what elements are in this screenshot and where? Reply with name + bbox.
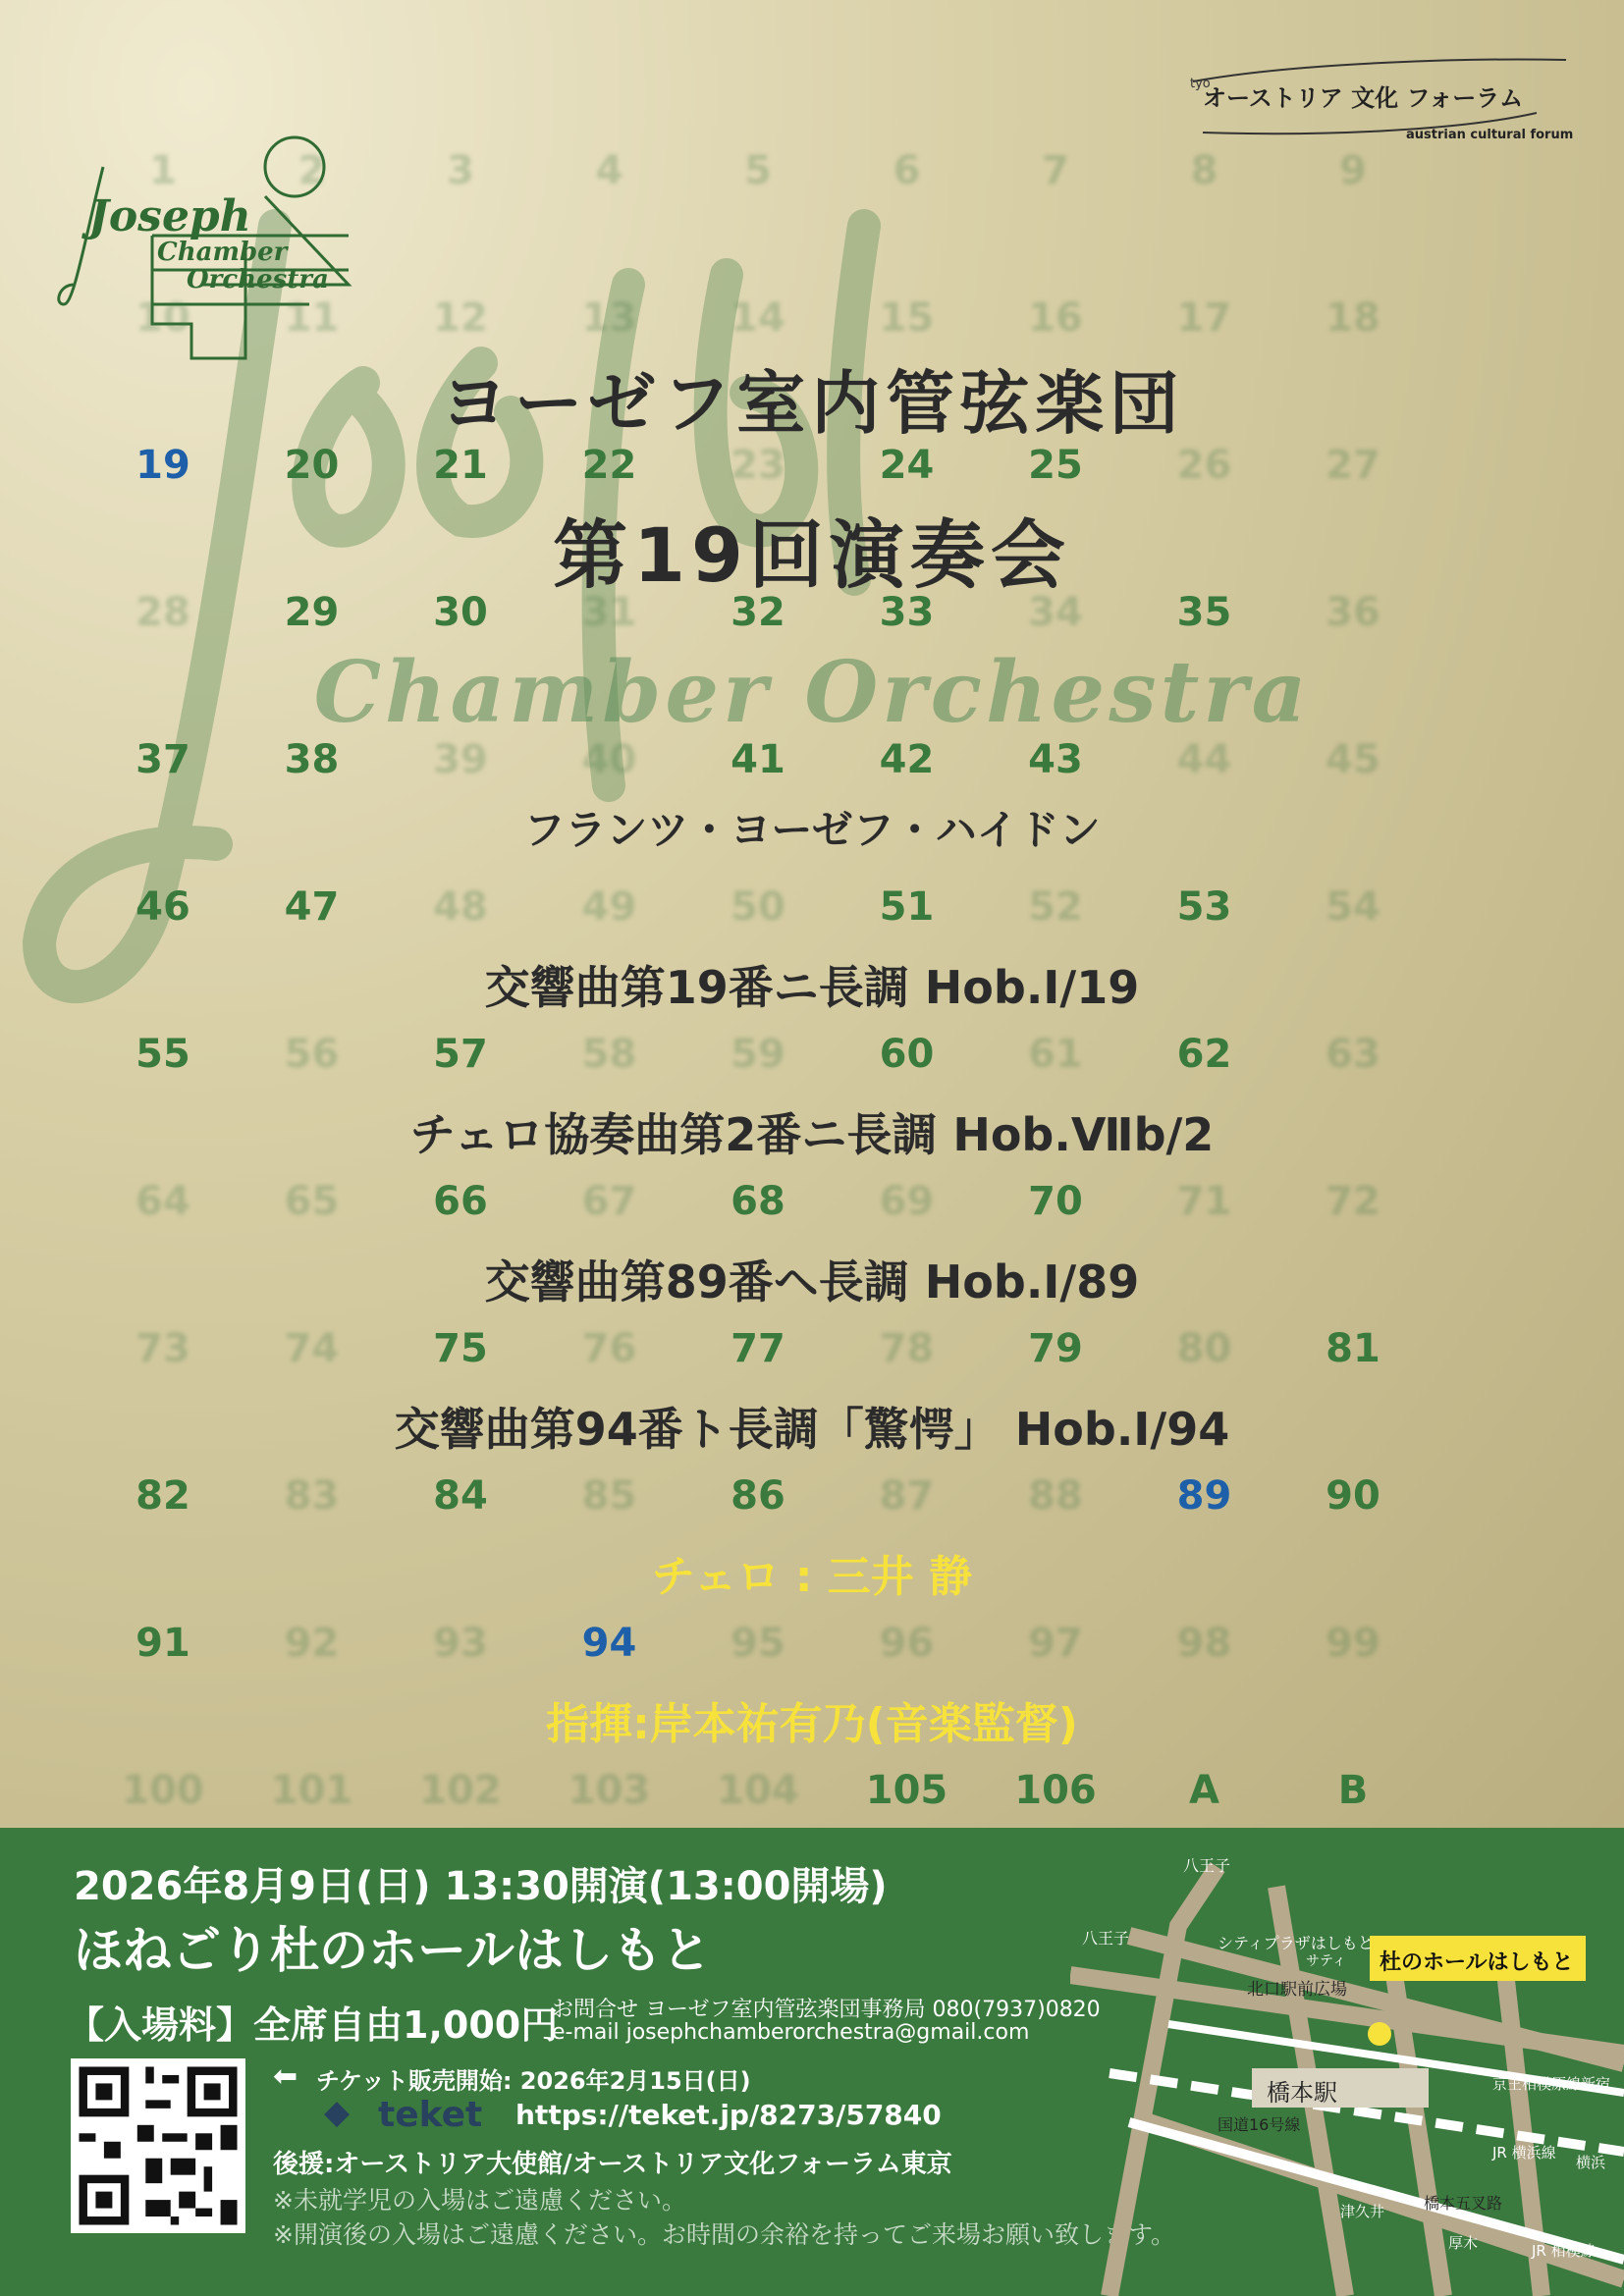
grid-cell: 78: [879, 1326, 935, 1371]
grid-cell: 76: [581, 1326, 637, 1371]
grid-cell: 75: [433, 1326, 488, 1371]
grid-cell: 84: [433, 1473, 488, 1519]
grid-cell: 98: [1176, 1621, 1232, 1666]
grid-cell: 87: [879, 1473, 935, 1519]
email: e-mail josephchamberorchestra@gmail.com: [552, 2020, 1030, 2045]
grid-cell: 41: [731, 737, 785, 782]
grid-cell: 104: [717, 1768, 799, 1813]
event-datetime: 2026年8月9日(日) 13:30開演(13:00開場): [74, 1864, 888, 1909]
grid-cell: 66: [433, 1179, 488, 1224]
grid-cell: 62: [1176, 1032, 1232, 1077]
map-city-plaza: シティプラザはしもと: [1218, 1934, 1374, 1952]
grid-cell: 20: [284, 443, 340, 488]
map-jr-sagami: JR 相模線: [1532, 2242, 1596, 2260]
grid-cell: 56: [284, 1032, 340, 1077]
grid-cell: 37: [135, 737, 190, 782]
title-orchestra: ヨーゼフ室内管弦楽団: [439, 363, 1185, 444]
grid-cell: 28: [135, 590, 190, 635]
map-route16: 国道16号線: [1218, 2115, 1301, 2134]
grid-cell: B: [1337, 1768, 1369, 1813]
grid-cell: 17: [1176, 295, 1232, 341]
grid-cell: 54: [1326, 884, 1380, 930]
grid-cell: 74: [284, 1326, 340, 1371]
map-satie: サティ: [1306, 1953, 1346, 1969]
grid-cell: 19: [135, 443, 190, 488]
grid-cell: 26: [1176, 443, 1232, 488]
grid-cell: 90: [1326, 1473, 1380, 1519]
grid-cell: 1: [149, 148, 177, 193]
composer: フランツ・ヨーゼフ・ハイドン: [523, 806, 1101, 854]
grid-cell: 21: [433, 443, 488, 488]
grid-cell: 23: [731, 443, 785, 488]
grid-cell: 29: [284, 590, 340, 635]
grid-cell: 49: [581, 884, 637, 930]
grid-cell: 60: [879, 1032, 935, 1077]
grid-cell: 55: [135, 1032, 190, 1077]
grid-cell: 6: [893, 148, 921, 193]
grid-cell: 101: [270, 1768, 353, 1813]
map-shinjuku: 新宿: [1581, 2075, 1611, 2093]
grid-cell: 99: [1326, 1621, 1380, 1666]
program-item-4: 交響曲第94番ト長調「驚愕」 Hob.Ⅰ/94: [394, 1403, 1230, 1456]
logo-chamber: Chamber: [157, 238, 288, 267]
grid-cell: 50: [731, 884, 785, 930]
conductor: 指揮:岸本祐有乃(音楽監督): [546, 1699, 1078, 1749]
grid-cell: 35: [1176, 590, 1232, 635]
grid-cell: 77: [731, 1326, 785, 1371]
grid-cell: 57: [433, 1032, 488, 1077]
grid-cell: 14: [731, 295, 785, 341]
grid-cell: 81: [1326, 1326, 1380, 1371]
grid-cell: 58: [581, 1032, 637, 1077]
contact: お問合せ ヨーゼフ室内管弦楽団事務局 080(7937)0820: [552, 1998, 1101, 2022]
grid-cell: 13: [581, 295, 637, 341]
grid-cell: 12: [433, 295, 488, 341]
grid-cell: 83: [284, 1473, 340, 1519]
grid-cell: 59: [731, 1032, 785, 1077]
grid-cell: 100: [122, 1768, 204, 1813]
forum-logo-prefix: tyo: [1190, 77, 1211, 91]
ticket-qr-code[interactable]: [71, 2058, 245, 2233]
grid-cell: 65: [284, 1179, 340, 1224]
access-map: [1070, 1828, 1624, 2296]
grid-cell: 72: [1326, 1179, 1380, 1224]
grid-cell: 102: [419, 1768, 502, 1813]
grid-cell: 70: [1028, 1179, 1083, 1224]
grid-cell: 7: [1042, 148, 1069, 193]
grid-cell: 38: [284, 737, 340, 782]
grid-cell: 105: [865, 1768, 948, 1813]
ghost-chamber-orchestra: Chamber Orchestra: [313, 643, 1311, 742]
map-atsugi: 厚木: [1448, 2234, 1479, 2252]
logo-joseph: Joseph: [88, 191, 251, 241]
grid-cell: 34: [1028, 590, 1083, 635]
support: 後援:オーストリア大使館/オーストリア文化フォーラム東京: [273, 2150, 952, 2179]
grid-cell: 24: [879, 443, 935, 488]
grid-cell: 36: [1326, 590, 1380, 635]
teket-logo: teket: [378, 2095, 483, 2135]
grid-cell: 40: [581, 737, 637, 782]
map-tsukui: 津久井: [1340, 2203, 1385, 2220]
grid-cell: 96: [879, 1621, 935, 1666]
grid-cell: 18: [1326, 295, 1380, 341]
grid-cell: 82: [135, 1473, 190, 1519]
grid-cell: 85: [581, 1473, 637, 1519]
grid-cell: 42: [879, 737, 935, 782]
map-jr-yokohama: JR 横浜線: [1492, 2144, 1556, 2162]
map-hall-label: 杜のホールはしもと: [1380, 1950, 1574, 1975]
grid-cell: 32: [731, 590, 785, 635]
arrow-left-icon: ⬅: [273, 2059, 298, 2094]
grid-cell: 43: [1028, 737, 1083, 782]
grid-cell: 69: [879, 1179, 935, 1224]
grid-cell: 3: [447, 148, 474, 193]
grid-cell: A: [1189, 1768, 1219, 1813]
admission: 【入場料】全席自由1,000円: [67, 2003, 559, 2047]
teket-diamond-icon: ◆: [324, 2093, 351, 2132]
grid-cell: 31: [581, 590, 637, 635]
grid-cell: 16: [1028, 295, 1083, 341]
grid-cell: 15: [879, 295, 935, 341]
cellist: チェロ : 三井 静: [651, 1552, 973, 1602]
grid-cell: 94: [581, 1621, 637, 1666]
map-kitaguchi: 北口駅前広場: [1247, 1980, 1347, 2000]
grid-cell: 68: [731, 1179, 785, 1224]
grid-cell: 25: [1028, 443, 1083, 488]
grid-cell: 5: [744, 148, 772, 193]
forum-logo-text: オーストリア 文化 フォーラム: [1203, 84, 1524, 112]
title-concert: 第19回演奏会: [553, 511, 1071, 599]
qr-icon: [71, 2058, 245, 2233]
grid-cell: 48: [433, 884, 488, 930]
grid-cell: 2: [298, 148, 326, 193]
grid-cell: 80: [1176, 1326, 1232, 1371]
grid-cell: 88: [1028, 1473, 1083, 1519]
grid-cell: 4: [595, 148, 623, 193]
grid-cell: 86: [731, 1473, 785, 1519]
grid-cell: 67: [581, 1179, 637, 1224]
grid-cell: 106: [1014, 1768, 1097, 1813]
grid-cell: 22: [581, 443, 637, 488]
grid-cell: 52: [1028, 884, 1083, 930]
map-crossing: 橋本五叉路: [1424, 2194, 1503, 2213]
grid-cell: 89: [1176, 1473, 1232, 1519]
footer-info: [0, 1828, 1624, 2296]
grid-cell: 30: [433, 590, 488, 635]
program-item-2: チェロ協奏曲第2番ニ長調 Hob.Ⅶb/2: [409, 1108, 1215, 1161]
grid-cell: 39: [433, 737, 488, 782]
grid-cell: 61: [1028, 1032, 1083, 1077]
program-item-3: 交響曲第89番ヘ長調 Hob.Ⅰ/89: [484, 1255, 1140, 1308]
grid-cell: 51: [879, 884, 935, 930]
grid-cell: 79: [1028, 1326, 1083, 1371]
map-station: 橋本駅: [1267, 2079, 1337, 2107]
grid-cell: 103: [568, 1768, 651, 1813]
program-item-1: 交響曲第19番ニ長調 Hob.Ⅰ/19: [484, 961, 1140, 1014]
grid-cell: 97: [1028, 1621, 1083, 1666]
grid-cell: 95: [731, 1621, 785, 1666]
grid-cell: 10: [135, 295, 190, 341]
grid-cell: 11: [284, 295, 340, 341]
note-preschool: ※未就学児の入場はご遠慮ください。: [273, 2186, 686, 2215]
grid-cell: 27: [1326, 443, 1380, 488]
grid-cell: 47: [284, 884, 340, 930]
grid-cell: 45: [1326, 737, 1380, 782]
grid-cell: 71: [1176, 1179, 1232, 1224]
ticket-url[interactable]: https://teket.jp/8273/57840: [515, 2099, 942, 2131]
grid-cell: 53: [1176, 884, 1232, 930]
map-yokohama: 横浜: [1576, 2154, 1606, 2171]
grid-cell: 73: [135, 1326, 190, 1371]
grid-cell: 44: [1176, 737, 1232, 782]
grid-cell: 91: [135, 1621, 190, 1666]
venue-name: ほねごり杜のホールはしもと: [74, 1922, 711, 1979]
logo-orchestra: Orchestra: [187, 265, 329, 294]
grid-cell: 93: [433, 1621, 488, 1666]
grid-cell: 46: [135, 884, 190, 930]
grid-cell: 8: [1190, 148, 1218, 193]
grid-cell: 63: [1326, 1032, 1380, 1077]
grid-cell: 9: [1339, 148, 1367, 193]
map-hachioji-top: 八王子: [1183, 1856, 1231, 1875]
map-roads: [1070, 1828, 1624, 2296]
grid-cell: 33: [879, 590, 935, 635]
forum-logo-sub: austrian cultural forum: [1406, 128, 1574, 142]
note-late-entry: ※開演後の入場はご遠慮ください。お時間の余裕を持ってご来場お願い致します。: [273, 2220, 1175, 2249]
grid-cell: 92: [284, 1621, 340, 1666]
map-keio: 京王相模原線: [1492, 2075, 1582, 2093]
ticket-start: チケット販売開始: 2026年2月15日(日): [316, 2067, 751, 2095]
map-hachioji-left: 八王子: [1082, 1929, 1130, 1948]
grid-cell: 64: [135, 1179, 190, 1224]
